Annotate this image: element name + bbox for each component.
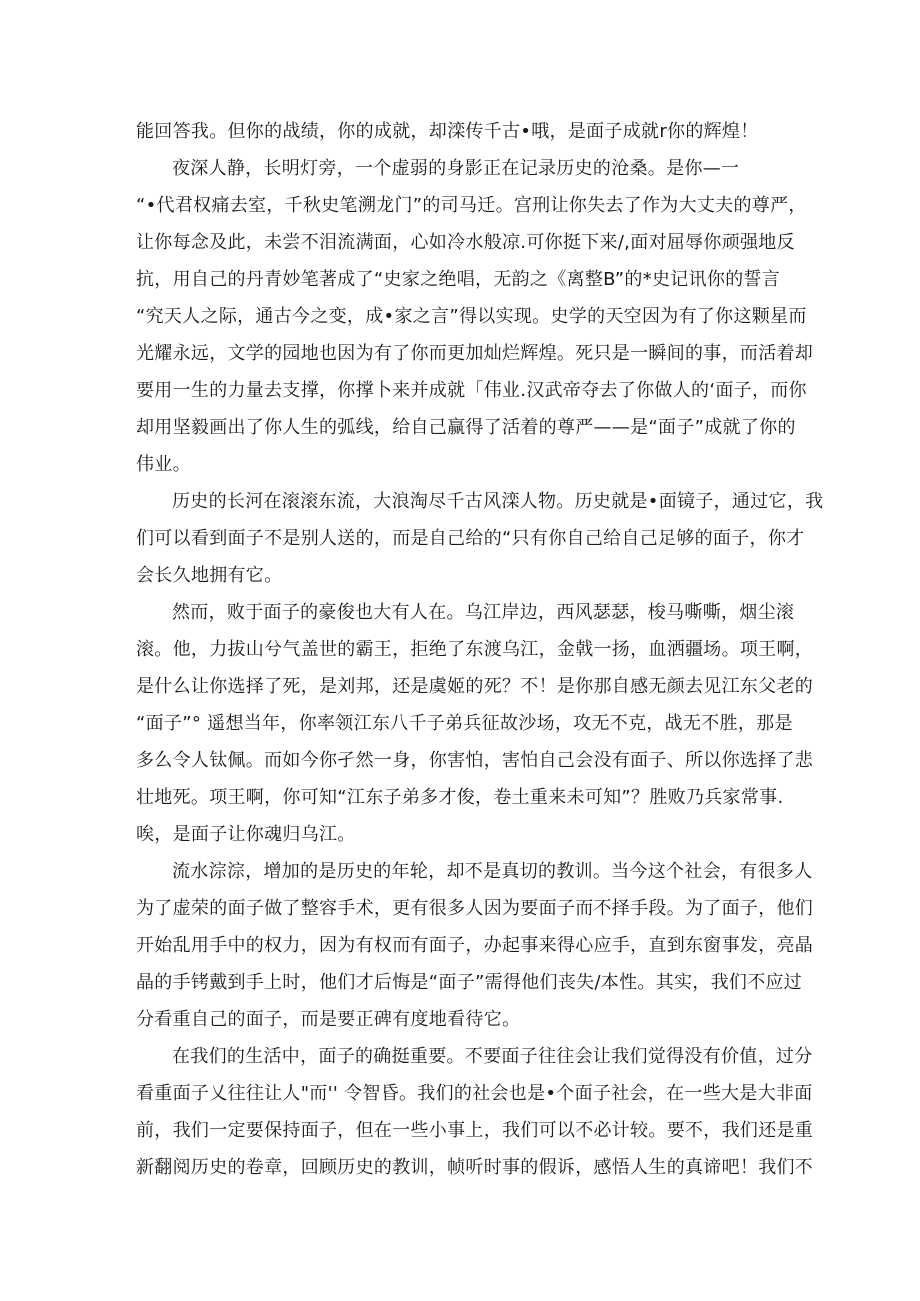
text-line: 然而，败于面子的豪俊也大有人在。乌江岸边，西风瑟瑟，梭马嘶嘶，烟尘滚 [172, 602, 795, 623]
text-line: 能回答我。但你的战绩，你的成就，却滦传千古•哦，是面子成就r你的辉煌！ [136, 121, 759, 142]
text-line: 壮地死。项王啊，你可知“江东子弟多才俊，卷土重来未可知”？胜败乃兵家常事. [136, 787, 784, 808]
text-line: 前，我们一定要保持面子，但在一些小事上，我们可以不必计较。要不，我们还是重 [136, 1120, 814, 1141]
text-line: 在我们的生活中，面子的确挺重要。不要面子往往会让我们觉得没有价值，过分 [172, 1046, 813, 1067]
text-line: 会长久地拥有它。 [136, 565, 283, 586]
text-line: 为了虚荣的面子做了整容手术，更有很多人因为要面子而不择手段。为了面子，他们 [136, 898, 814, 919]
text-line: 却用坚毅画出了你人生的弧线，给自己赢得了活着的尊严——是“面子”成就了你的 [136, 417, 796, 438]
text-line: 开始乱用手中的权力，因为有权而有面子，办起事来得心应手，直到东窗事发，亮晶 [136, 935, 814, 956]
text-line: 抗，用自己的丹青妙笔著成了“史家之绝唱，无韵之《离整B”的*史记讯你的誓言 [136, 269, 781, 290]
text-line: “面子”° 遥想当年，你率领江东八千子弟兵征故沙场，攻无不克，战无不胜，那是 [136, 713, 793, 734]
text-line: 夜深人静，长明灯旁，一个虚弱的身影正在记录历史的沧桑。是你—一 [172, 158, 740, 179]
text-line: 滚。他，力拔山兮气盖世的霸王，拒绝了东渡乌江，金戟一扬，血洒疆场。项王啊， [136, 639, 814, 660]
text-line: “究天人之际，通古今之变，成•家之言”得以实现。史学的天空因为有了你这颗星而 [136, 306, 807, 327]
text-line: 让你每念及此，未尝不泪流满面，心如冷水般凉.可你挺下来/,面对屈辱你顽强地反 [136, 232, 795, 253]
text-line: 光耀永远，文学的园地也因为有了你而更加灿烂辉煌。死只是一瞬间的事，而活着却 [136, 343, 814, 364]
text-line: 是什么让你选择了死，是刘邦，还是虞姬的死？不！是你那自感无颜去见江东父老的 [136, 676, 814, 697]
text-line: 历史的长河在滚滚东流，大浪淘尽千古风滦人物。历史就是•面镜子，通过它，我 [172, 491, 824, 512]
text-line: 多么令人钛佩。而如今你孑然一身，你害怕，害怕自己会没有面子、所以你选择了悲 [136, 750, 814, 771]
text-line: 看重面子乂往往让人"而'' 令智昏。我们的社会也是•个面子社会，在一些大是大非面 [136, 1083, 813, 1104]
text-line: 流水淙淙，增加的是历史的年轮，却不是真切的教训。当今这个社会，有很多人 [172, 861, 813, 882]
text-line: 新翻阅历史的卷章，回顾历史的教训，帧听时事的假诉，感悟人生的真谛吧！我们不 [136, 1157, 814, 1178]
text-line: 晶的手铐戴到手上时，他们才后悔是“面子”需得他们丧失/本性。其实，我们不应过 [136, 972, 803, 993]
text-line: 分看重自己的面子，而是要正碑有度地看待它。 [136, 1009, 521, 1030]
text-line: 要用一生的力量去支撑，你撑卜来并成就「伟业.汉武帝夺去了你做人的‘面子，而你 [136, 380, 807, 401]
text-line: 们可以看到面子不是别人送的，而是自己给的“只有你自己给自己足够的面子，你才 [136, 528, 805, 549]
text-line: 伟业。 [136, 454, 191, 475]
text-line: 唉，是面子让你魂归乌江。 [136, 824, 356, 845]
text-line: “•代君权痛去室，千秋史笔溯龙门”的司马迁。宫刑让你失去了作为大丈夫的尊严， [136, 195, 807, 216]
